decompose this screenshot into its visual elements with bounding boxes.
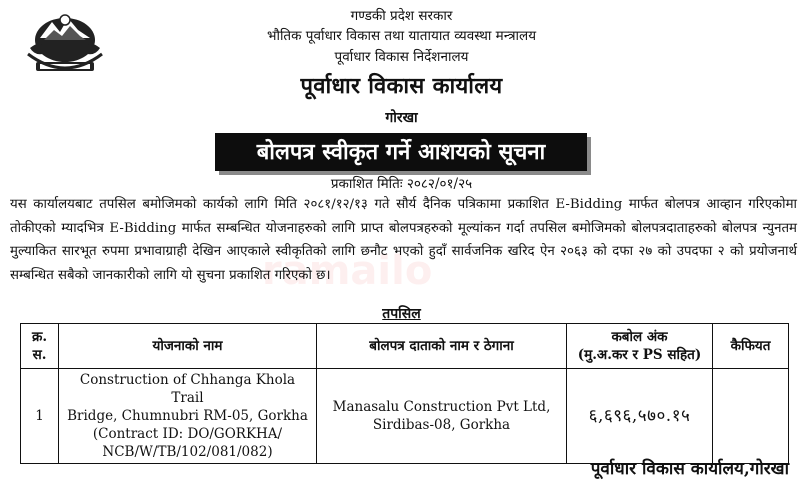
project-line2: Bridge, Chumnubri RM-05, Gorkha <box>67 408 308 424</box>
ministry-line: भौतिक पूर्वाधार विकास तथा यातायात व्यवस्था मन्त्रालय <box>266 28 537 44</box>
office-location: गोरखा <box>385 110 418 126</box>
table-row <box>21 369 789 464</box>
office-title: पूर्वाधार विकास कार्यालय <box>300 73 503 99</box>
footer-signature: पूर्वाधार विकास कार्यालय,गोरखा <box>590 459 789 479</box>
header-amount-line1: कबोल अंक <box>611 329 668 345</box>
notice-body: यस कार्यालयबाट तपसिल बमोजिमको कार्यको लागि मिति २०८१/१२/१३ गते सौर्य दैनिक पत्रिकामा प्रकाशित E-Bidding मार्फत बोलपत्र आव्हान गरिएकोमा तोकीएको म्यादभित्र E-Bidding मार्फत सम्बन्धित योजनाहरुको लागि प्राप्त बोलपत्रहरुको मूल्यांकन गर्दा तपसिल बमोजिमको बोलपत्रदाताहरुको बोलपत्र न्युनतम मुल्याकित सारभूत रुपमा प्रभावाग्राही देखिन आएकाले स्वीकृतिको लागि छनौट भएको हुदाँ सार्वजनिक खरिद ऐन २०६३ को दफा २७ को उपदफा २ को प्रयोजनार्थ सम्बन्धित सबैको जानकारीको लागि यो सुचना प्रकाशित गरिएको छ। <box>10 197 797 283</box>
header-remarks: कैफियत <box>713 324 789 369</box>
cell-project <box>59 369 317 464</box>
header-project: योजनाको नाम <box>59 324 317 369</box>
header-sn <box>21 324 59 369</box>
project-line4: NCB/W/TB/102/081/082) <box>102 444 273 460</box>
project-line1: Construction of Chhanga Khola Trail <box>79 372 296 406</box>
table-caption: तपसिल <box>382 306 421 322</box>
header-amount-line2: (मु.अ.कर र PS सहित) <box>577 347 702 363</box>
notice-title: बोलपत्र स्वीकृत गर्ने आशयको सूचना <box>215 133 587 171</box>
bidder-line2: Sirdibas-08, Gorkha <box>372 417 511 433</box>
bidder-line1: Manasalu Construction Pvt Ltd, <box>332 399 551 415</box>
cell-amount: ६,६९६,५७०.१५ <box>567 369 713 464</box>
header-sn-line1: क्र. <box>31 329 48 345</box>
header-bidder: बोलपत्र दाताको नाम र ठेगाना <box>317 324 567 369</box>
directorate-line: पूर्वाधार विकास निर्देशनालय <box>334 49 469 65</box>
header-sn-line2: स. <box>32 347 47 363</box>
cell-sn: 1 <box>21 369 59 464</box>
header-amount <box>567 324 713 369</box>
cell-bidder <box>317 369 567 464</box>
province-government-line: गण्डकी प्रदेश सरकार <box>350 8 453 24</box>
table-header-row <box>21 324 789 369</box>
watermark: ramailo <box>262 248 433 294</box>
bid-table <box>20 323 789 464</box>
published-date: प्रकाशित मितिः २०८२/०१/२५ <box>330 176 473 192</box>
project-line3: (Contract ID: DO/GORKHA/ <box>92 426 283 442</box>
cell-remarks <box>713 369 789 464</box>
